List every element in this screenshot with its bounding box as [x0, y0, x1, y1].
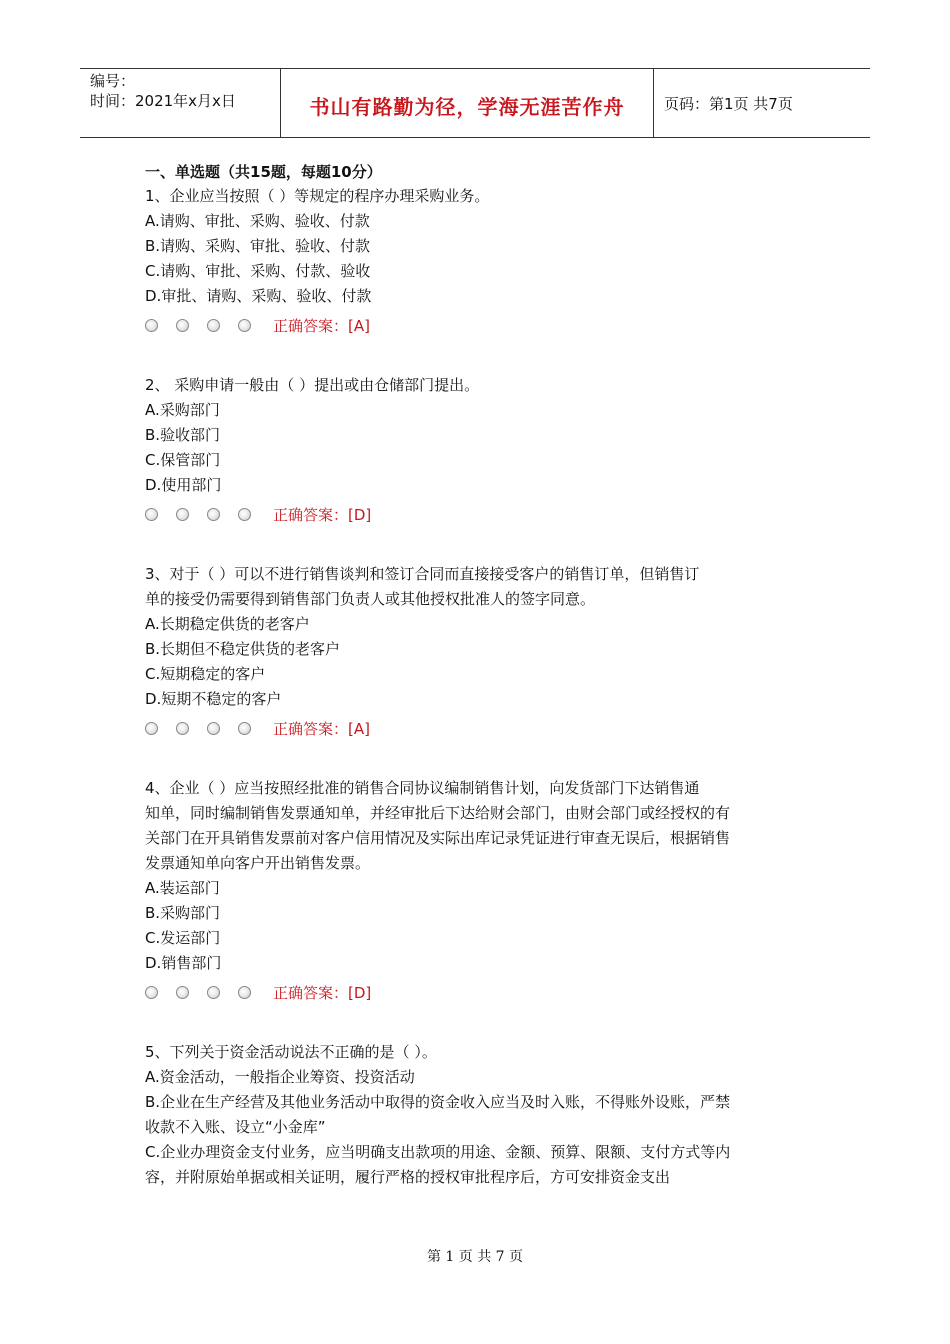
- question-stem: 2、 采购申请一般由（ ）提出或由仓储部门提出。: [145, 376, 480, 394]
- radio-button-icon[interactable]: [207, 508, 220, 521]
- radio-button-icon[interactable]: [145, 319, 158, 332]
- answer-option: D.销售部门: [145, 954, 222, 972]
- question-stem: 单的接受仍需要得到销售部门负责人或其他授权批准人的签字同意。: [145, 590, 596, 608]
- answer-option: B.长期但不稳定供货的老客户: [145, 640, 341, 658]
- answer-option: C.保管部门: [145, 451, 221, 469]
- answer-option: B.采购部门: [145, 904, 221, 922]
- answer-option: C.短期稳定的客户: [145, 665, 266, 683]
- question-stem: 关部门在开具销售发票前对客户信用情况及实际出库记录凭证进行审查无误后，根据销售: [145, 829, 731, 847]
- answer-option: A.请购、审批、采购、验收、付款: [145, 212, 370, 230]
- radio-button-icon[interactable]: [176, 508, 189, 521]
- answer-option: C.企业办理资金支付业务，应当明确支出款项的用途、金额、预算、限额、支付方式等内: [145, 1143, 731, 1161]
- radio-button-icon[interactable]: [207, 722, 220, 735]
- header-right-cell: [654, 69, 870, 137]
- question-stem: 1、企业应当按照（ ）等规定的程序办理采购业务。: [145, 187, 490, 205]
- answer-option: A.长期稳定供货的老客户: [145, 615, 310, 633]
- answer-option: B.企业在生产经营及其他业务活动中取得的资金收入应当及时入账，不得账外设账，严禁: [145, 1093, 731, 1111]
- answer-option: D.审批、请购、采购、验收、付款: [145, 287, 372, 305]
- answer-option: D.短期不稳定的客户: [145, 690, 282, 708]
- answer-row: [145, 309, 805, 341]
- page-header: [80, 68, 870, 138]
- correct-answer: 正确答案：[D]: [273, 983, 372, 1002]
- question-block: [145, 776, 805, 1008]
- radio-button-icon[interactable]: [145, 722, 158, 735]
- radio-button-icon[interactable]: [145, 508, 158, 521]
- answer-row: [145, 976, 805, 1008]
- radio-button-icon[interactable]: [207, 319, 220, 332]
- radio-button-icon[interactable]: [207, 986, 220, 999]
- question-stem: 5、下列关于资金活动说法不正确的是（ ）。: [145, 1043, 437, 1061]
- radio-button-icon[interactable]: [238, 319, 251, 332]
- radio-button-icon[interactable]: [238, 508, 251, 521]
- code-label: 编号：: [90, 72, 136, 90]
- correct-answer: 正确答案：[D]: [273, 505, 372, 524]
- answer-row: [145, 498, 805, 530]
- radio-button-icon[interactable]: [176, 722, 189, 735]
- header-motto-cell: [280, 69, 654, 137]
- exam-content: [145, 160, 805, 1222]
- page-footer: 第 1 页 共 7 页: [426, 1249, 524, 1265]
- answer-option: C.请购、审批、采购、付款、验收: [145, 262, 371, 280]
- question-block: [145, 562, 805, 744]
- radio-button-icon[interactable]: [238, 722, 251, 735]
- question-stem: 4、企业（ ）应当按照经批准的销售合同协议编制销售计划，向发货部门下达销售通: [145, 779, 700, 797]
- answer-option: 收款不入账、设立“小金库”: [145, 1118, 326, 1136]
- correct-answer: 正确答案：[A]: [273, 316, 370, 335]
- radio-button-icon[interactable]: [176, 319, 189, 332]
- answer-option: C.发运部门: [145, 929, 221, 947]
- question-stem: 知单，同时编制销售发票通知单，并经审批后下达给财会部门，由财会部门或经授权的有: [145, 804, 731, 822]
- answer-row: [145, 712, 805, 744]
- answer-option: D.使用部门: [145, 476, 222, 494]
- answer-option: A.资金活动，一般指企业筹资、投资活动: [145, 1068, 415, 1086]
- correct-answer: 正确答案：[A]: [273, 719, 370, 738]
- answer-option: B.请购、采购、审批、验收、付款: [145, 237, 371, 255]
- question-stem: 3、对于（ ）可以不进行销售谈判和签订合同而直接接受客户的销售订单，但销售订: [145, 565, 700, 583]
- motto-text: 书山有路勤为径，学海无涯苦作舟: [309, 95, 625, 119]
- question-list: [145, 184, 805, 1190]
- time-label: 时间：2021年x月x日: [90, 92, 236, 110]
- question-block: [145, 1040, 805, 1190]
- answer-option: A.装运部门: [145, 879, 220, 897]
- answer-option: 容，并附原始单据或相关证明，履行严格的授权审批程序后，方可安排资金支出: [145, 1168, 671, 1186]
- question-stem: 发票通知单向客户开出销售发票。: [145, 854, 371, 872]
- question-block: [145, 184, 805, 341]
- radio-button-icon[interactable]: [238, 986, 251, 999]
- answer-option: B.验收部门: [145, 426, 221, 444]
- section-title: 一、单选题（共15题，每题10分）: [145, 163, 382, 181]
- answer-option: A.采购部门: [145, 401, 220, 419]
- radio-button-icon[interactable]: [145, 986, 158, 999]
- question-block: [145, 373, 805, 530]
- page-info: 页码：第1页 共7页: [664, 95, 793, 113]
- radio-button-icon[interactable]: [176, 986, 189, 999]
- header-left-cell: [80, 69, 280, 137]
